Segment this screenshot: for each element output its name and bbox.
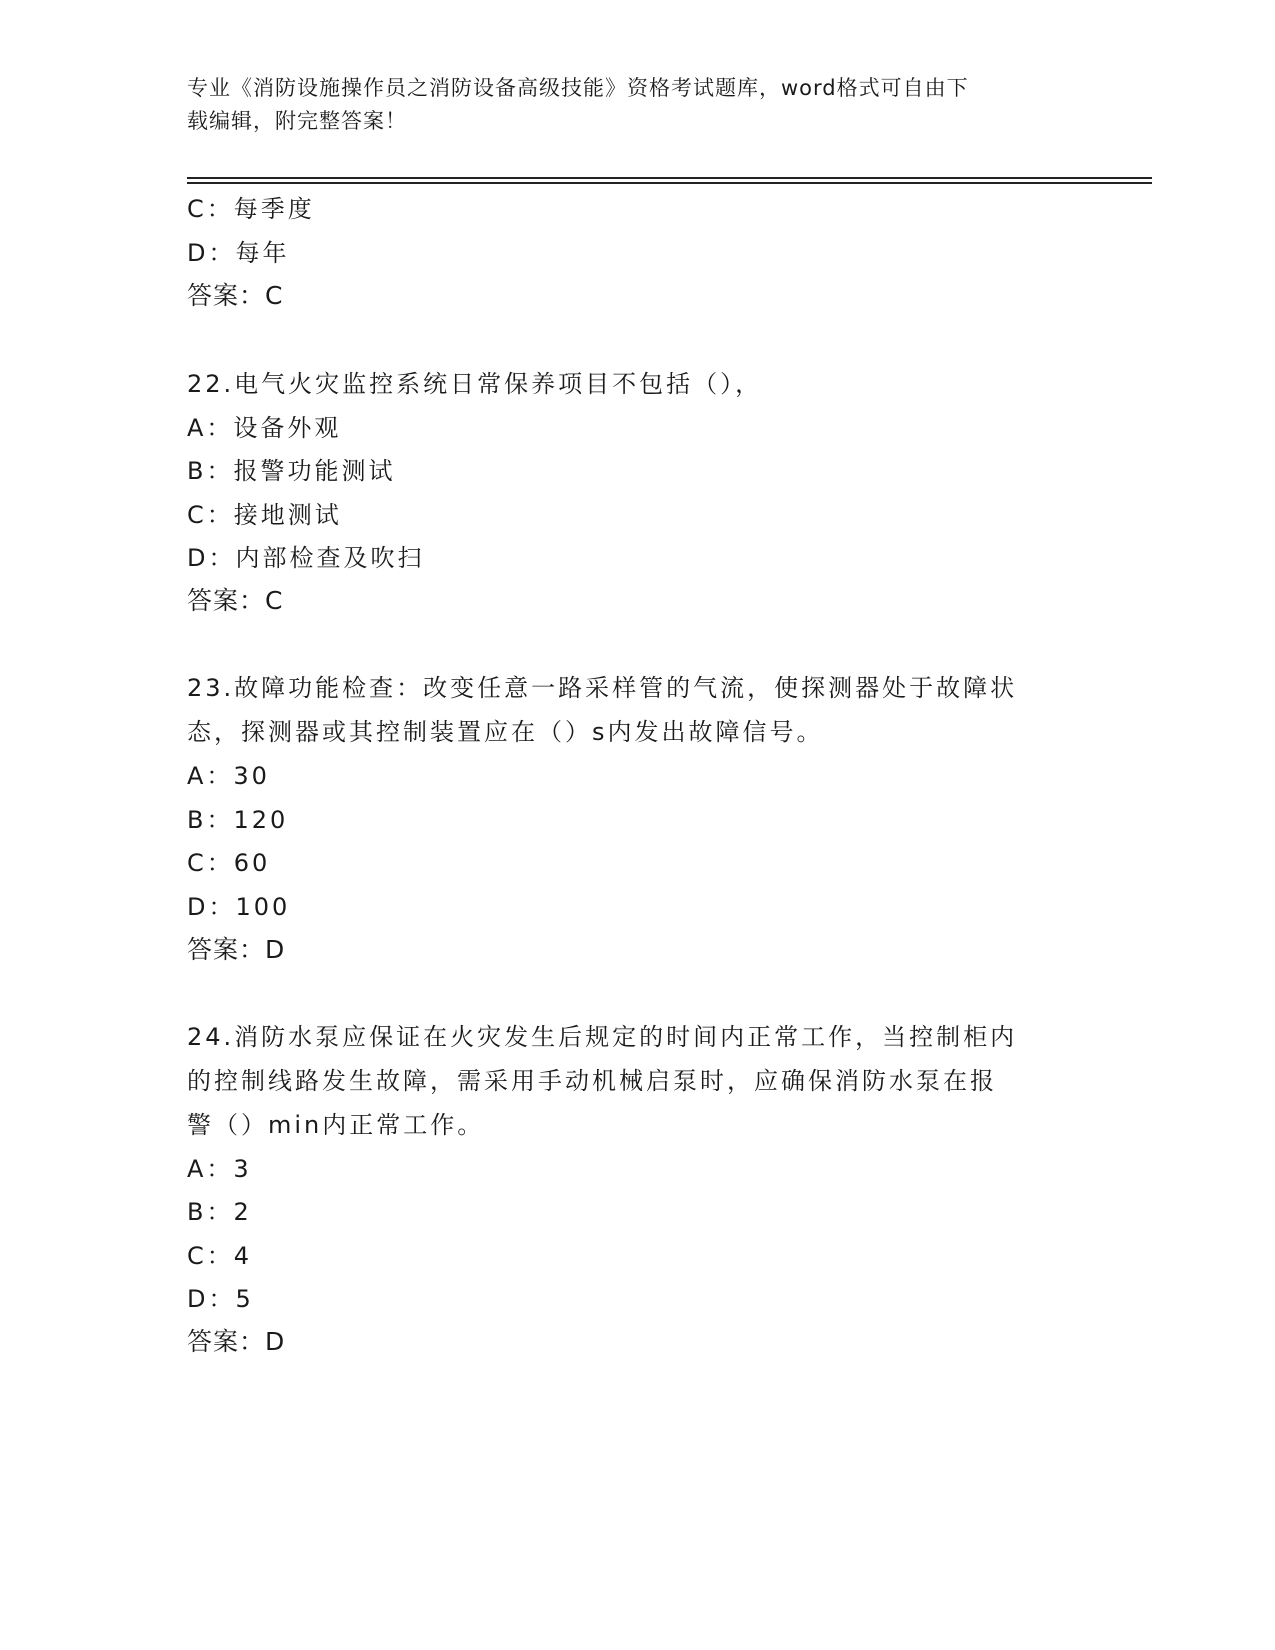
q22-option-b: B：报警功能测试 <box>187 457 396 485</box>
q24-stem-line-1: 24.消防水泵应保证在火灾发生后规定的时间内正常工作，当控制柜内 <box>187 1023 1018 1051</box>
q22-option-a: A：设备外观 <box>187 414 342 442</box>
q21-option-c: C：每季度 <box>187 195 315 223</box>
q22-option-c: C：接地测试 <box>187 501 342 529</box>
header-line-1: 专业《消防设施操作员之消防设备高级技能》资格考试题库，word格式可自由下 <box>187 76 969 100</box>
q23-stem-line-2: 态，探测器或其控制装置应在（）s内发出故障信号。 <box>187 718 824 746</box>
q23-option-d: D：100 <box>187 893 291 921</box>
q22-answer: 答案：C <box>187 586 284 615</box>
document-header <box>187 72 1067 138</box>
q22-option-d: D：内部检查及吹扫 <box>187 544 425 572</box>
q23-option-a: A：30 <box>187 762 270 790</box>
q24-option-d: D：5 <box>187 1285 254 1313</box>
q23-option-c: C：60 <box>187 849 271 877</box>
header-divider-bottom <box>187 182 1152 184</box>
q24-answer: 答案：D <box>187 1327 286 1356</box>
q24-stem-line-2: 的控制线路发生故障，需采用手动机械启泵时，应确保消防水泵在报 <box>187 1067 997 1095</box>
q23-stem-line-1: 23.故障功能检查：改变任意一路采样管的气流，使探测器处于故障状 <box>187 674 1018 702</box>
q24-option-a: A：3 <box>187 1155 252 1183</box>
q21-answer: 答案：C <box>187 281 284 310</box>
header-line-2: 载编辑，附完整答案！ <box>187 109 407 133</box>
header-divider-top <box>187 177 1152 179</box>
q24-option-b: B：2 <box>187 1198 252 1226</box>
q23-answer: 答案：D <box>187 935 286 964</box>
q21-option-d: D：每年 <box>187 239 290 267</box>
q23-option-b: B：120 <box>187 806 289 834</box>
q24-stem-line-3: 警（）min内正常工作。 <box>187 1111 485 1139</box>
q24-option-c: C：4 <box>187 1242 253 1270</box>
q22-stem: 22.电气火灾监控系统日常保养项目不包括（）， <box>187 370 763 398</box>
